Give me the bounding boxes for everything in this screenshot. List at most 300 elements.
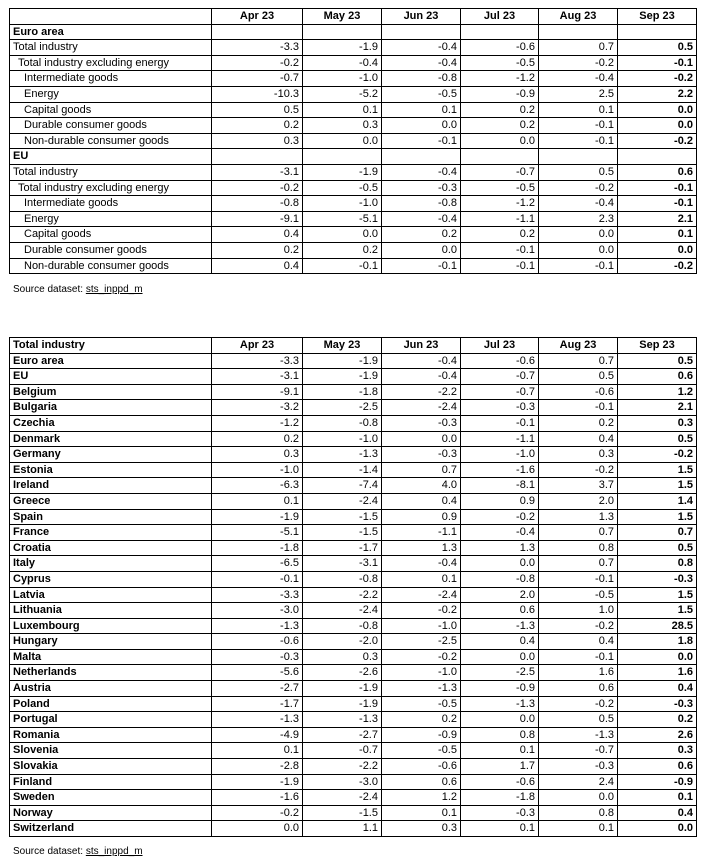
table-row xyxy=(10,681,697,697)
value-cell: -0.5 xyxy=(382,86,461,102)
value-cell: -0.4 xyxy=(382,164,461,180)
value-cell: 1.3 xyxy=(539,509,618,525)
value-cell: 0.5 xyxy=(618,40,697,56)
table-row xyxy=(10,743,697,759)
value-cell: 0.7 xyxy=(539,525,618,541)
value-cell: -0.1 xyxy=(382,258,461,274)
table-row xyxy=(10,40,697,56)
column-header: Sep 23 xyxy=(618,338,697,354)
value-cell: -1.0 xyxy=(382,665,461,681)
value-cell: -1.3 xyxy=(461,618,539,634)
value-cell: 1.5 xyxy=(618,603,697,619)
table-row xyxy=(10,133,697,149)
country-label: EU xyxy=(10,369,212,385)
value-cell: 0.0 xyxy=(303,133,382,149)
value-cell: 1.1 xyxy=(303,821,382,837)
value-cell: 0.0 xyxy=(461,556,539,572)
value-cell: -3.1 xyxy=(303,556,382,572)
value-cell: -0.8 xyxy=(303,571,382,587)
country-label: Sweden xyxy=(10,790,212,806)
value-cell: -0.5 xyxy=(303,180,382,196)
table-row xyxy=(10,696,697,712)
value-cell xyxy=(382,149,461,165)
row-label: Total industry xyxy=(10,164,212,180)
value-cell: -0.7 xyxy=(461,369,539,385)
value-cell: 0.0 xyxy=(539,242,618,258)
value-cell: -0.8 xyxy=(303,415,382,431)
value-cell xyxy=(461,149,539,165)
value-cell: 0.3 xyxy=(212,447,303,463)
value-cell: 0.0 xyxy=(618,242,697,258)
value-cell: -1.0 xyxy=(382,618,461,634)
table-row xyxy=(10,227,697,243)
country-label: Switzerland xyxy=(10,821,212,837)
value-cell: -0.1 xyxy=(461,415,539,431)
value-cell: 1.5 xyxy=(618,462,697,478)
value-cell: -0.2 xyxy=(382,603,461,619)
value-cell: -0.4 xyxy=(382,556,461,572)
country-label: Finland xyxy=(10,774,212,790)
value-cell: -1.5 xyxy=(303,525,382,541)
value-cell xyxy=(303,24,382,40)
value-cell: -0.2 xyxy=(539,180,618,196)
value-cell: -1.7 xyxy=(212,696,303,712)
row-label: Durable consumer goods xyxy=(10,118,212,134)
value-cell: 2.5 xyxy=(539,86,618,102)
value-cell: -8.1 xyxy=(461,478,539,494)
table-row xyxy=(10,759,697,775)
value-cell: 2.4 xyxy=(539,774,618,790)
value-cell: 0.6 xyxy=(461,603,539,619)
value-cell: 0.7 xyxy=(539,556,618,572)
table-row xyxy=(10,587,697,603)
country-label: Ireland xyxy=(10,478,212,494)
value-cell: -0.7 xyxy=(303,743,382,759)
value-cell: 2.6 xyxy=(618,727,697,743)
value-cell: -0.1 xyxy=(539,258,618,274)
value-cell: 0.4 xyxy=(618,805,697,821)
value-cell: -2.0 xyxy=(303,634,382,650)
value-cell: 0.6 xyxy=(382,774,461,790)
value-cell: 1.7 xyxy=(461,759,539,775)
country-label: Slovenia xyxy=(10,743,212,759)
value-cell: -1.3 xyxy=(303,447,382,463)
table-row xyxy=(10,665,697,681)
value-cell: 0.5 xyxy=(618,540,697,556)
column-header: Jul 23 xyxy=(461,338,539,354)
value-cell: 0.6 xyxy=(618,759,697,775)
value-cell: -1.8 xyxy=(461,790,539,806)
value-cell: 0.3 xyxy=(212,133,303,149)
value-cell: -2.2 xyxy=(303,587,382,603)
row-label: Total industry excluding energy xyxy=(10,55,212,71)
table-row xyxy=(10,712,697,728)
value-cell: 1.6 xyxy=(539,665,618,681)
value-cell: -0.4 xyxy=(382,369,461,385)
row-label: Energy xyxy=(10,86,212,102)
value-cell: 0.1 xyxy=(539,821,618,837)
country-label: Czechia xyxy=(10,415,212,431)
value-cell: 0.0 xyxy=(618,118,697,134)
value-cell: -1.9 xyxy=(303,369,382,385)
section-label: Euro area xyxy=(10,24,212,40)
value-cell: -0.4 xyxy=(539,196,618,212)
value-cell: -0.9 xyxy=(461,86,539,102)
value-cell: 0.7 xyxy=(539,353,618,369)
value-cell: -1.9 xyxy=(303,164,382,180)
value-cell: 1.3 xyxy=(382,540,461,556)
table-row xyxy=(10,118,697,134)
row-label: Durable consumer goods xyxy=(10,242,212,258)
value-cell: -5.2 xyxy=(303,86,382,102)
value-cell: -1.8 xyxy=(212,540,303,556)
table-row xyxy=(10,369,697,385)
table-row xyxy=(10,805,697,821)
value-cell: -0.5 xyxy=(461,55,539,71)
value-cell: -2.7 xyxy=(303,727,382,743)
country-label: Romania xyxy=(10,727,212,743)
value-cell: -0.5 xyxy=(382,696,461,712)
value-cell: 1.4 xyxy=(618,493,697,509)
value-cell: 0.1 xyxy=(212,743,303,759)
value-cell: 0.0 xyxy=(618,821,697,837)
value-cell: -3.0 xyxy=(303,774,382,790)
value-cell: 0.2 xyxy=(461,102,539,118)
value-cell: -0.2 xyxy=(618,71,697,87)
value-cell: 1.2 xyxy=(382,790,461,806)
value-cell: -0.2 xyxy=(212,805,303,821)
value-cell: -0.2 xyxy=(618,447,697,463)
value-cell: 2.0 xyxy=(461,587,539,603)
value-cell: 0.6 xyxy=(618,369,697,385)
value-cell: 0.0 xyxy=(461,712,539,728)
value-cell: -0.3 xyxy=(212,649,303,665)
value-cell: -2.5 xyxy=(382,634,461,650)
value-cell: 0.2 xyxy=(382,227,461,243)
value-cell: 0.4 xyxy=(382,493,461,509)
value-cell: -0.1 xyxy=(539,133,618,149)
country-label: Slovakia xyxy=(10,759,212,775)
value-cell: 28.5 xyxy=(618,618,697,634)
value-cell: -0.1 xyxy=(539,400,618,416)
value-cell: -0.3 xyxy=(382,415,461,431)
value-cell: 1.0 xyxy=(539,603,618,619)
table-row xyxy=(10,55,697,71)
table-row xyxy=(10,86,697,102)
table-row xyxy=(10,102,697,118)
value-cell: -3.3 xyxy=(212,40,303,56)
country-label: Euro area xyxy=(10,353,212,369)
value-cell: -1.0 xyxy=(212,462,303,478)
column-header: Apr 23 xyxy=(212,338,303,354)
value-cell: -3.1 xyxy=(212,369,303,385)
value-cell: -0.4 xyxy=(539,71,618,87)
value-cell: -0.4 xyxy=(461,525,539,541)
table-row xyxy=(10,462,697,478)
value-cell: -5.6 xyxy=(212,665,303,681)
value-cell: 0.2 xyxy=(461,118,539,134)
value-cell: -0.1 xyxy=(539,649,618,665)
value-cell: -1.0 xyxy=(303,196,382,212)
table-row xyxy=(10,649,697,665)
value-cell: 0.3 xyxy=(303,118,382,134)
column-header: Apr 23 xyxy=(212,9,303,25)
value-cell: -0.8 xyxy=(382,71,461,87)
value-cell: -1.0 xyxy=(303,431,382,447)
source-note xyxy=(13,284,143,295)
table-row xyxy=(10,400,697,416)
table-row xyxy=(10,634,697,650)
value-cell: 0.5 xyxy=(539,164,618,180)
value-cell: -1.9 xyxy=(303,40,382,56)
country-label: Poland xyxy=(10,696,212,712)
table-row xyxy=(10,556,697,572)
country-label: Lithuania xyxy=(10,603,212,619)
country-label: Bulgaria xyxy=(10,400,212,416)
value-cell: 1.3 xyxy=(461,540,539,556)
value-cell: 0.1 xyxy=(539,102,618,118)
value-cell: -2.6 xyxy=(303,665,382,681)
table-row xyxy=(10,258,697,274)
value-cell xyxy=(539,24,618,40)
value-cell: -0.4 xyxy=(382,353,461,369)
value-cell: 0.7 xyxy=(539,40,618,56)
value-cell: 0.3 xyxy=(618,415,697,431)
value-cell: 0.8 xyxy=(539,805,618,821)
column-header: Jun 23 xyxy=(382,9,461,25)
value-cell: 0.2 xyxy=(212,118,303,134)
country-label: Spain xyxy=(10,509,212,525)
value-cell: -2.4 xyxy=(303,790,382,806)
value-cell: -0.3 xyxy=(618,696,697,712)
value-cell: -0.9 xyxy=(382,727,461,743)
value-cell: 0.1 xyxy=(618,227,697,243)
value-cell: -1.9 xyxy=(303,696,382,712)
table-row xyxy=(10,478,697,494)
value-cell: -1.5 xyxy=(303,805,382,821)
value-cell: -3.0 xyxy=(212,603,303,619)
column-header: Jul 23 xyxy=(461,9,539,25)
value-cell: -0.1 xyxy=(618,55,697,71)
value-cell: -0.2 xyxy=(461,509,539,525)
country-label: France xyxy=(10,525,212,541)
value-cell: -1.9 xyxy=(212,509,303,525)
country-table-header-row xyxy=(10,338,697,354)
value-cell: 1.5 xyxy=(618,509,697,525)
value-cell: 0.9 xyxy=(382,509,461,525)
value-cell: 2.1 xyxy=(618,400,697,416)
value-cell: -0.6 xyxy=(461,40,539,56)
country-label: Hungary xyxy=(10,634,212,650)
value-cell: -0.8 xyxy=(461,571,539,587)
table-row xyxy=(10,180,697,196)
value-cell: 0.1 xyxy=(461,743,539,759)
value-cell xyxy=(461,24,539,40)
country-label: Belgium xyxy=(10,384,212,400)
value-cell: -1.0 xyxy=(461,447,539,463)
value-cell: -0.1 xyxy=(539,118,618,134)
country-label: Luxembourg xyxy=(10,618,212,634)
value-cell: -7.4 xyxy=(303,478,382,494)
value-cell: 2.0 xyxy=(539,493,618,509)
value-cell: -2.8 xyxy=(212,759,303,775)
country-label: Germany xyxy=(10,447,212,463)
value-cell: -0.4 xyxy=(303,55,382,71)
table-row xyxy=(10,71,697,87)
value-cell: -2.4 xyxy=(382,587,461,603)
country-label: Netherlands xyxy=(10,665,212,681)
table-row xyxy=(10,353,697,369)
value-cell: 0.2 xyxy=(618,712,697,728)
value-cell: -1.0 xyxy=(303,71,382,87)
row-label: Intermediate goods xyxy=(10,71,212,87)
value-cell: 0.1 xyxy=(461,821,539,837)
sector-table xyxy=(9,8,697,274)
column-header: Aug 23 xyxy=(539,9,618,25)
value-cell: 0.0 xyxy=(461,133,539,149)
value-cell: -1.6 xyxy=(461,462,539,478)
value-cell: -2.5 xyxy=(461,665,539,681)
value-cell: -0.7 xyxy=(539,743,618,759)
table-row xyxy=(10,525,697,541)
value-cell: 0.3 xyxy=(539,447,618,463)
country-label: Norway xyxy=(10,805,212,821)
row-label: Total industry xyxy=(10,40,212,56)
value-cell: -1.3 xyxy=(461,696,539,712)
value-cell xyxy=(618,24,697,40)
value-cell: -2.2 xyxy=(382,384,461,400)
value-cell: -0.2 xyxy=(539,618,618,634)
value-cell: -0.8 xyxy=(382,196,461,212)
table-row xyxy=(10,571,697,587)
value-cell: -6.3 xyxy=(212,478,303,494)
section-row xyxy=(10,24,697,40)
table-row xyxy=(10,821,697,837)
value-cell: -0.4 xyxy=(382,55,461,71)
value-cell: 0.6 xyxy=(618,164,697,180)
column-header: May 23 xyxy=(303,338,382,354)
value-cell: 0.2 xyxy=(212,431,303,447)
value-cell: -9.1 xyxy=(212,384,303,400)
value-cell: -2.7 xyxy=(212,681,303,697)
value-cell: -0.6 xyxy=(461,353,539,369)
value-cell: -2.2 xyxy=(303,759,382,775)
value-cell: -1.3 xyxy=(539,727,618,743)
value-cell: 1.2 xyxy=(618,384,697,400)
value-cell: -2.5 xyxy=(303,400,382,416)
table-row xyxy=(10,242,697,258)
value-cell: -0.8 xyxy=(303,618,382,634)
value-cell: 0.1 xyxy=(618,790,697,806)
table-row xyxy=(10,384,697,400)
value-cell: -3.3 xyxy=(212,587,303,603)
corner-cell xyxy=(10,9,212,25)
sector-table-header-row xyxy=(10,9,697,25)
value-cell: -1.9 xyxy=(303,681,382,697)
value-cell: 1.8 xyxy=(618,634,697,650)
value-cell: -3.2 xyxy=(212,400,303,416)
column-header: Sep 23 xyxy=(618,9,697,25)
value-cell: -6.5 xyxy=(212,556,303,572)
value-cell xyxy=(303,149,382,165)
source-label: Source dataset: xyxy=(13,846,86,857)
value-cell: -0.7 xyxy=(461,164,539,180)
value-cell: -0.1 xyxy=(618,180,697,196)
value-cell: -0.2 xyxy=(212,55,303,71)
value-cell: -0.3 xyxy=(461,400,539,416)
value-cell: 0.4 xyxy=(539,431,618,447)
row-label: Capital goods xyxy=(10,227,212,243)
value-cell: -0.3 xyxy=(382,180,461,196)
table-row xyxy=(10,774,697,790)
source-label: Source dataset: xyxy=(13,284,86,295)
source-note xyxy=(13,846,143,857)
value-cell: -1.1 xyxy=(382,525,461,541)
value-cell: 0.2 xyxy=(461,227,539,243)
table-row xyxy=(10,603,697,619)
value-cell xyxy=(618,149,697,165)
value-cell: 1.5 xyxy=(618,478,697,494)
value-cell: -2.4 xyxy=(303,603,382,619)
value-cell: 0.8 xyxy=(618,556,697,572)
table-row xyxy=(10,211,697,227)
value-cell: -2.4 xyxy=(303,493,382,509)
value-cell: -5.1 xyxy=(303,211,382,227)
value-cell: -0.6 xyxy=(382,759,461,775)
value-cell: 0.0 xyxy=(539,790,618,806)
value-cell xyxy=(382,24,461,40)
row-label: Energy xyxy=(10,211,212,227)
value-cell: -0.3 xyxy=(382,447,461,463)
value-cell: 0.1 xyxy=(382,805,461,821)
table-row xyxy=(10,415,697,431)
country-label: Estonia xyxy=(10,462,212,478)
value-cell: 0.5 xyxy=(539,369,618,385)
value-cell: -1.1 xyxy=(461,211,539,227)
value-cell: -1.2 xyxy=(461,196,539,212)
value-cell: 0.2 xyxy=(303,242,382,258)
country-table xyxy=(9,337,697,837)
section-row xyxy=(10,149,697,165)
row-label: Non-durable consumer goods xyxy=(10,133,212,149)
source-dataset-link[interactable]: sts_inppd_m xyxy=(85,846,143,857)
table-row xyxy=(10,431,697,447)
value-cell: -1.8 xyxy=(303,384,382,400)
value-cell: 0.8 xyxy=(461,727,539,743)
value-cell: -0.4 xyxy=(382,40,461,56)
table-title: Total industry xyxy=(10,338,212,354)
value-cell: -0.5 xyxy=(382,743,461,759)
value-cell: -0.1 xyxy=(539,571,618,587)
value-cell: -1.3 xyxy=(212,712,303,728)
value-cell: 0.2 xyxy=(539,415,618,431)
value-cell: -0.2 xyxy=(618,258,697,274)
value-cell: 0.5 xyxy=(618,431,697,447)
value-cell: 0.1 xyxy=(382,102,461,118)
value-cell: -1.3 xyxy=(212,618,303,634)
value-cell: 1.5 xyxy=(618,587,697,603)
value-cell xyxy=(539,149,618,165)
value-cell: 0.2 xyxy=(212,242,303,258)
value-cell: 4.0 xyxy=(382,478,461,494)
table-row xyxy=(10,164,697,180)
value-cell: 0.0 xyxy=(382,242,461,258)
source-dataset-link[interactable]: sts_inppd_m xyxy=(85,284,143,295)
value-cell: -0.1 xyxy=(618,196,697,212)
row-label: Capital goods xyxy=(10,102,212,118)
value-cell: -0.1 xyxy=(461,242,539,258)
value-cell: 0.4 xyxy=(212,227,303,243)
